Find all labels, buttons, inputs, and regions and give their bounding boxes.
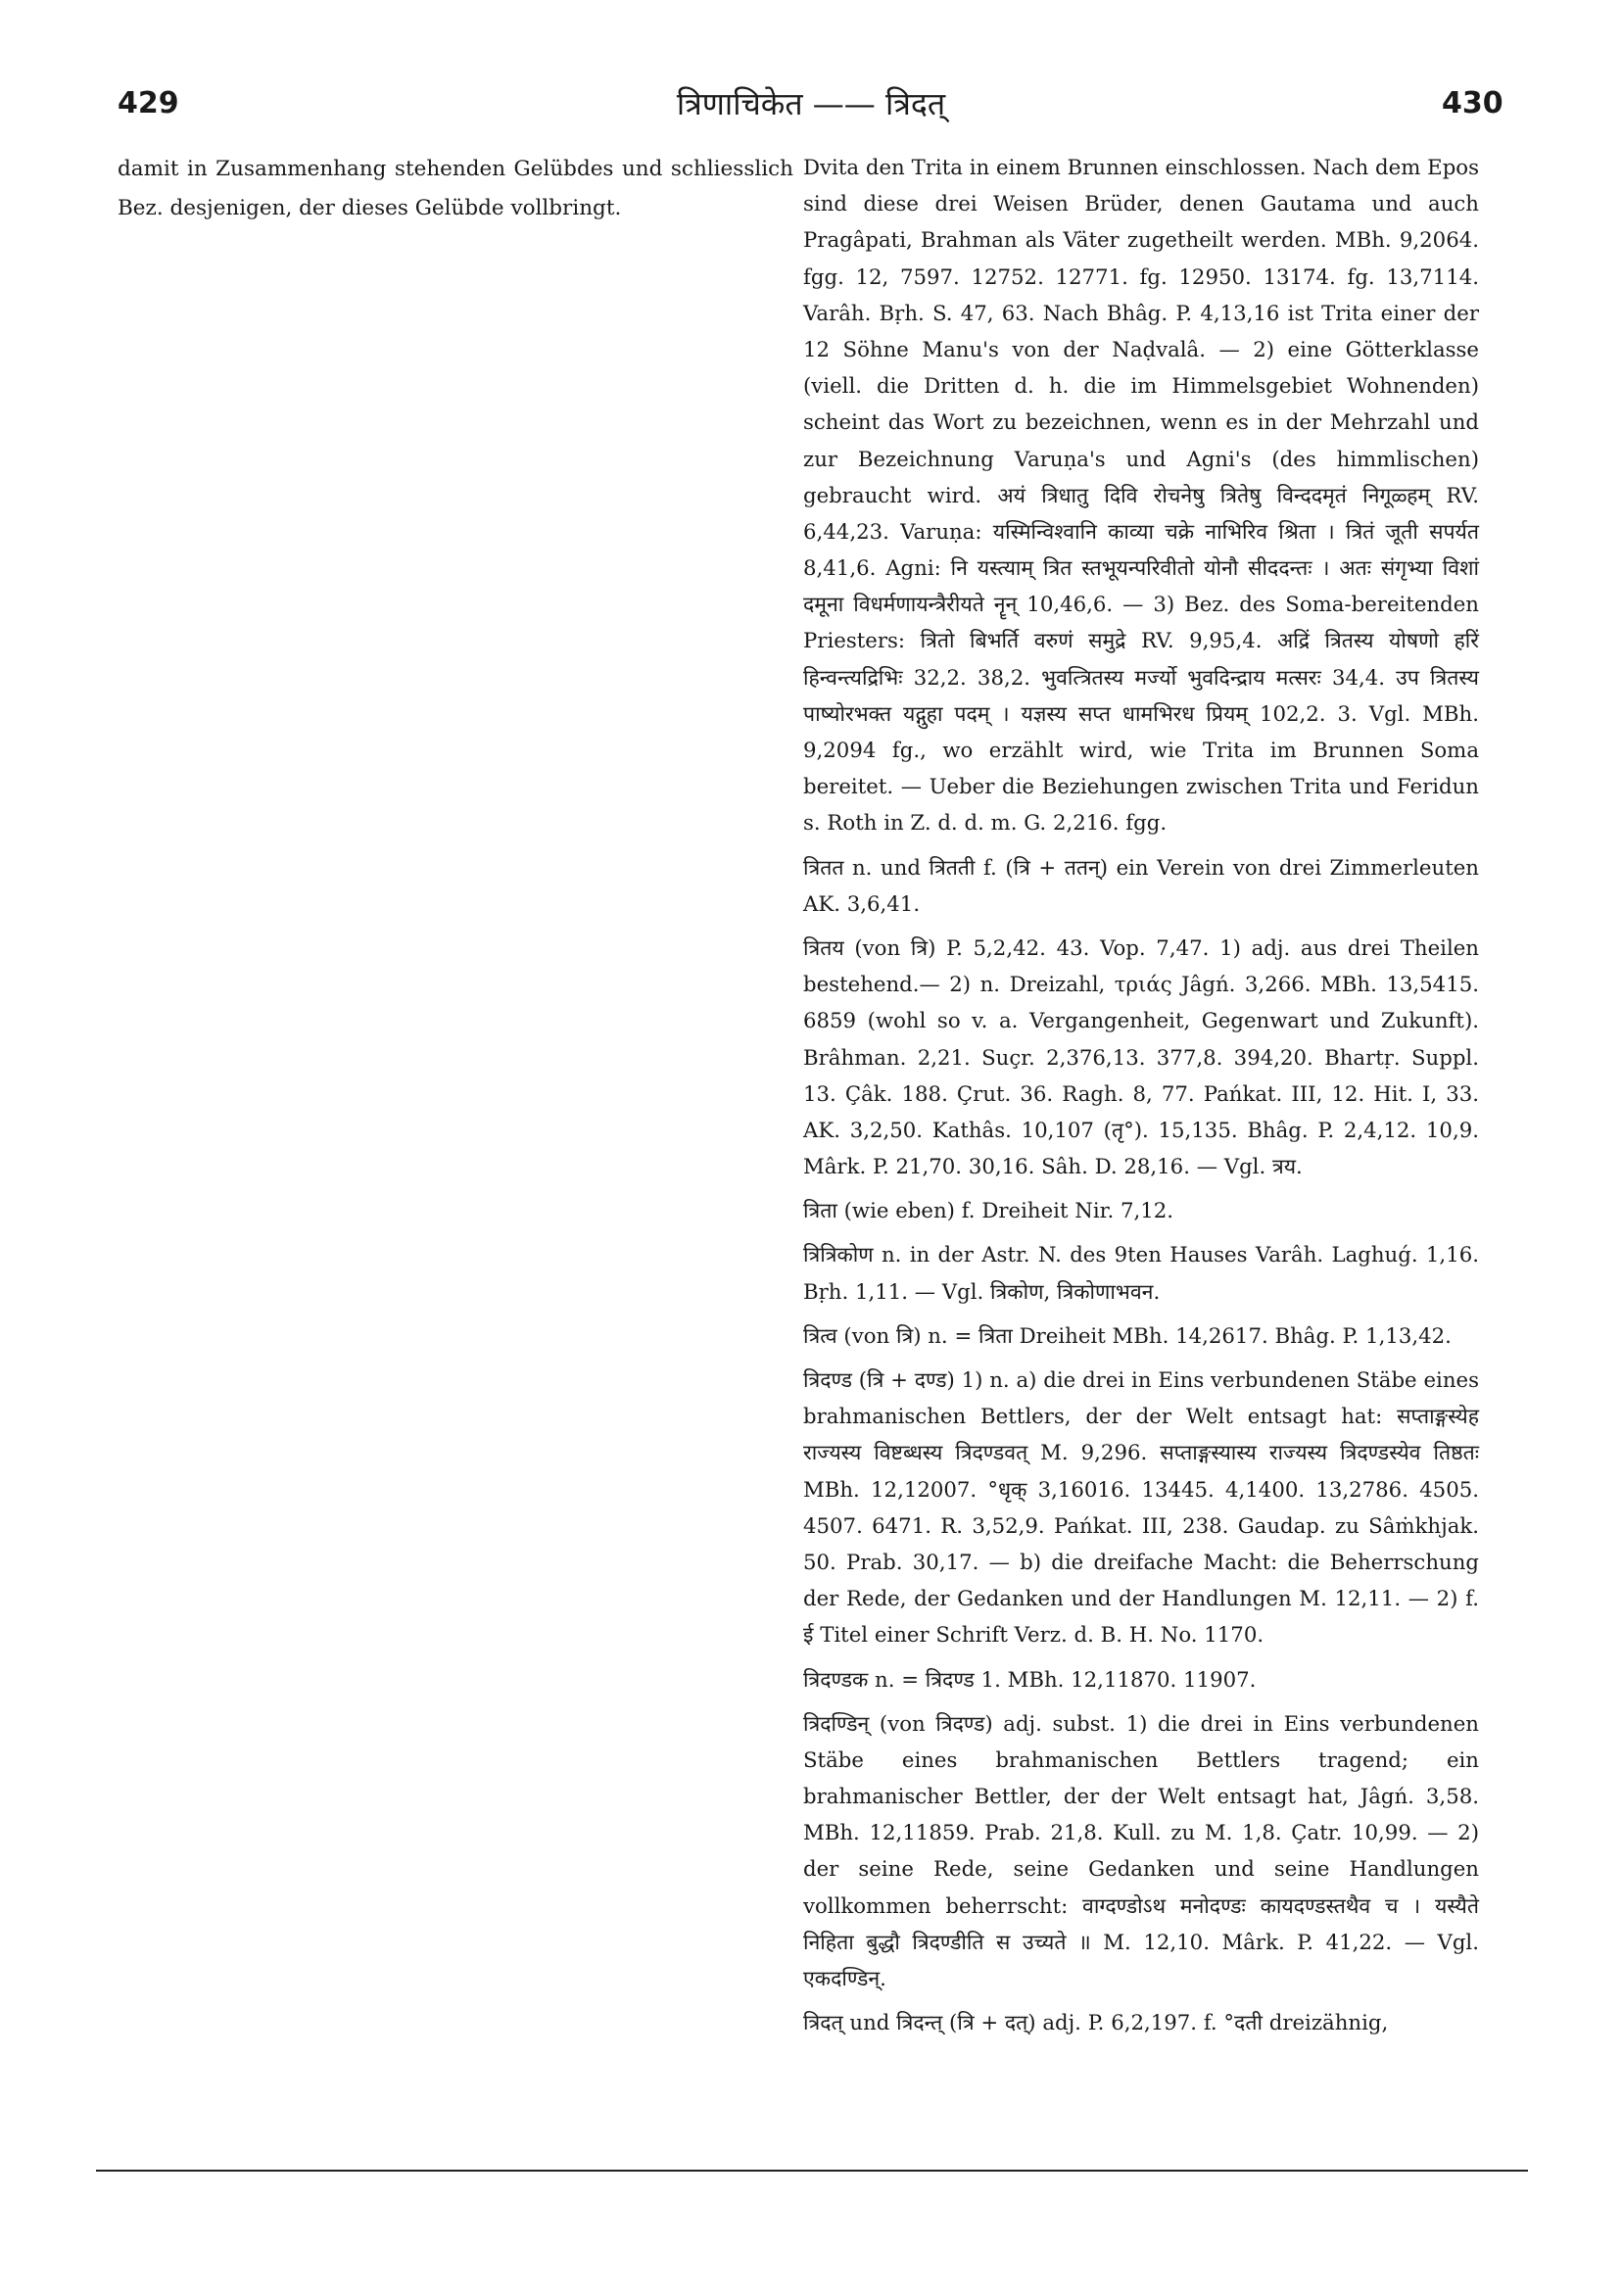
dictionary-entry: त्रिदत् und त्रिदन्त् (त्रि + दत्) adj. P. 6,2,197. f. °दती dreizähnig,	[803, 2011, 1389, 2036]
dictionary-entry: त्रित्व (von त्रि) n. = त्रिता Dreiheit MBh. 14,2617. Bhâg. P. 1,13,42.	[803, 1323, 1452, 1349]
dictionary-entry: Dvita den Trita in einem Brunnen einschlossen. Nach dem Epos sind diese drei Weisen Brüder, denen Gautama und auch Pragâpati, Brahman als Väter zugetheilt werden. MBh. 9,2064. fgg. 12, 7597. 12752. 12771. fg. 12950. 13174. fg. 13,7114. Varâh. Bṛh. S. 47, 63. Nach Bhâg. P. 4,13,16 ist Trita einer der 12 Söhne Manu's von der Naḍvalâ. — 2) eine Götterklasse (viell. die Dritten d. h. die im Himmelsgebiet Wohnenden) scheint das Wort zu bezeichnen, wenn es in der Mehrzahl und zur Bezeichnung Varuṇa's und Agni's (des himmlischen) gebraucht wird. अयं त्रिधातु दिवि रोचनेषु त्रितेषु विन्ददमृतं निगूळ्हम् RV. 6,44,23. Varuṇa: यस्मिन्विश्वानि काव्या चक्रे नाभिरिव श्रिता । त्रितं जूती सपर्यत 8,41,6. Agni: नि यस्त्याम् त्रित स्तभूयन्परिवीतो योनौ सीददन्तः । अतः संगृभ्या विशां दमूना विधर्मणायन्त्रैरीयते नॄन् 10,46,6. — 3) Bez. des Soma-bereitenden Priesters: त्रितो बिभर्ति वरुणं समुद्रे RV. 9,95,4. अद्रिं त्रितस्य योषणो हरिं हिन्वन्त्यद्रिभिः 32,2. 38,2. भुवत्त्रितस्य मर्ज्यो भुवदिन्द्राय मत्सरः 34,4. उप त्रितस्य पाष्योरभक्त यद्गुहा पदम् । यज्ञस्य सप्त धामभिरध प्रियम् 102,2. 3. Vgl. MBh. 9,2094 fg., wo erzählt wird, wie Trita im Brunnen Soma bereitet. — Ueber die Beziehungen zwischen Trita und Feridun s. Roth in Z. d. d. m. G. 2,216. fgg.	[803, 156, 1479, 837]
right-column	[803, 150, 1479, 2049]
left-column	[118, 150, 793, 235]
dictionary-entry: damit in Zusammenhang stehenden Gelübdes und schliesslich Bez. desjenigen, der dieses Gelübde vollbringt.	[118, 157, 793, 220]
dictionary-entry: त्रिता (wie eben) f. Dreiheit Nir. 7,12.	[803, 1199, 1174, 1224]
dictionary-entry: त्रिदण्ड (त्रि + दण्ड) 1) n. a) die drei in Eins verbundenen Stäbe eines brahmanischen Bettlers, der der Welt entsagt hat: सप्ताङ्गस्येह राज्यस्य विष्टब्धस्य त्रिदण्डवत् M. 9,296. सप्ताङ्गस्यास्य राज्यस्य त्रिदण्डस्येव तिष्ठतः MBh. 12,12007. °धृक् 3,16016. 13445. 4,1400. 13,2786. 4505. 4507. 6471. R. 3,52,9. Pańkat. III, 238. Gaudap. zu Sâṁkhjak. 50. Prab. 30,17. — b) die dreifache Macht: die Beherrschung der Rede, der Gedanken und der Handlungen M. 12,11. — 2) f. ई Titel einer Schrift Verz. d. B. H. No. 1170.	[803, 1368, 1479, 1649]
page-number-right: 430	[1442, 86, 1503, 120]
dictionary-entry: त्रिदण्डिन् (von त्रिदण्ड) adj. subst. 1) die drei in Eins verbundenen Stäbe eines brahmanischen Bettlers tragend; ein brahmanischer Bettler, der der Welt entsagt hat, Jâgń. 3,58. MBh. 12,11859. Prab. 21,8. Kull. zu M. 1,8. Çatr. 10,99. — 2) der seine Rede, seine Gedanken und seine Handlungen vollkommen beherrscht: वाग्दण्डोऽथ मनोदण्डः कायदण्डस्तथैव च । यस्यैते निहिता बुद्धौ त्रिदण्डीति स उच्यते ॥ M. 12,10. Mârk. P. 41,22. — Vgl. एकदण्डिन्.	[803, 1711, 1479, 1991]
page-header	[0, 82, 1622, 131]
dictionary-entry: त्रिदण्डक n. = त्रिदण्ड 1. MBh. 12,11870. 11907.	[803, 1667, 1257, 1693]
footer-rule	[96, 2170, 1528, 2172]
page-number-left: 429	[118, 86, 179, 120]
dictionary-entry: त्रित्रिकोण n. in der Astr. N. des 9ten Hauses Varâh. Laghuǵ. 1,16. Bṛh. 1,11. — Vgl. त्रिकोण, त्रिकोणाभवन.	[803, 1243, 1479, 1305]
running-title: त्रिणाचिकेत —— त्रिदत्	[676, 85, 946, 122]
dictionary-entry: त्रितय (von त्रि) P. 5,2,42. 43. Vop. 7,47. 1) adj. aus drei Theilen bestehend.— 2) n. Dreizahl, τριάς Jâgń. 3,266. MBh. 13,5415. 6859 (wohl so v. a. Vergangenheit, Gegenwart und Zukunft). Brâhman. 2,21. Suçr. 2,376,13. 377,8. 394,20. Bhartṛ. Suppl. 13. Çâk. 188. Çrut. 36. Ragh. 8, 77. Pańkat. III, 12. Hit. I, 33. AK. 3,2,50. Kathâs. 10,107 (तृ°). 15,135. Bhâg. P. 2,4,12. 10,9. Mârk. P. 21,70. 30,16. Sâh. D. 28,16. — Vgl. त्रय.	[803, 935, 1479, 1180]
dictionary-entry: त्रितत n. und त्रितती f. (त्रि + ततन्) ein Verein von drei Zimmerleuten AK. 3,6,41.	[803, 855, 1479, 917]
